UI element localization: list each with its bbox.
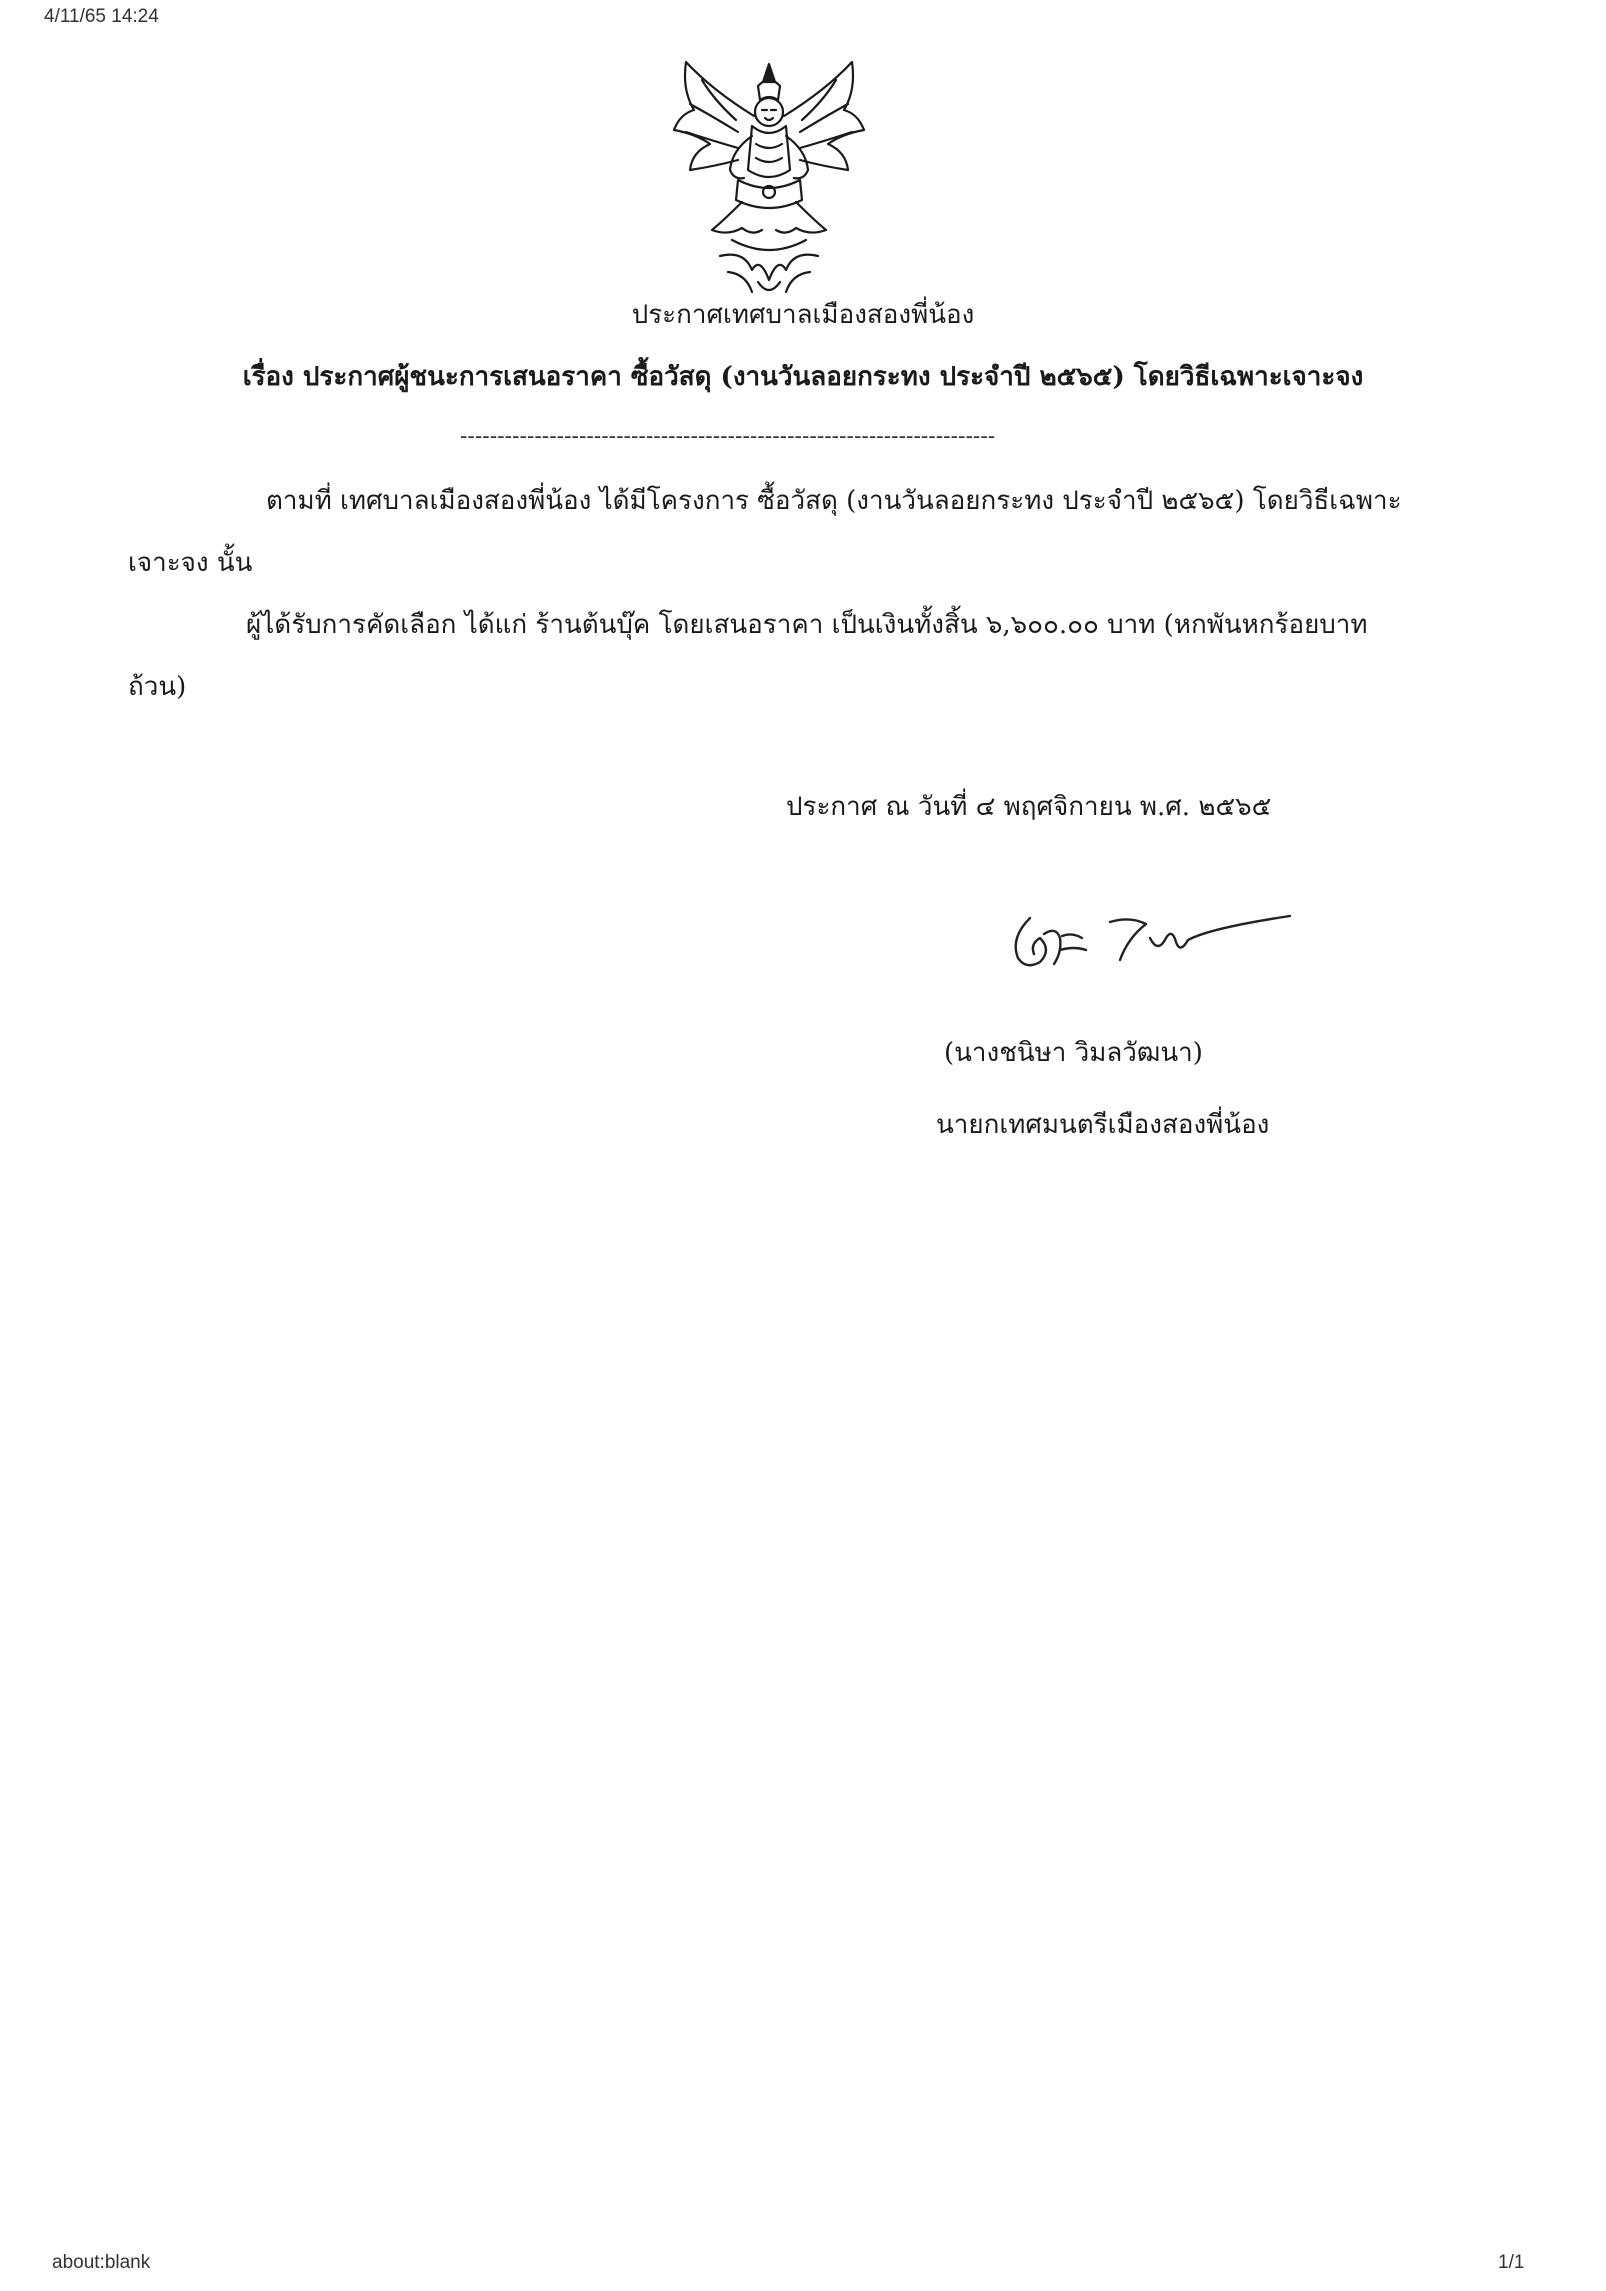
paragraph-2-line-1: ผู้ได้รับการคัดเลือก ได้แก่ ร้านต้นบุ๊ค โดยเสนอราคา เป็นเงินทั้งสิ้น ๖,๖๐๐.๐๐ บาท (หกพันหกร้อยบาท [246,610,1368,640]
print-url: about:blank [52,2252,151,2273]
handwritten-signature [1000,898,1300,988]
signer-name: (นางชนิษา วิมลวัฒนา) [944,1038,1203,1068]
print-page-number: 1/1 [1498,2252,1525,2273]
announce-date: ประกาศ ณ วันที่ ๔ พฤศจิกายน พ.ศ. ๒๕๖๕ [786,792,1272,822]
separator-line: ------------------------------------------------------------------------ [460,424,996,449]
paragraph-1-line-1: ตามที่ เทศบาลเมืองสองพี่น้อง ได้มีโครงการ ซื้อวัสดุ (งานวันลอยกระทง ประจำปี ๒๕๖๕) โดยวิธีเฉพาะ [266,486,1402,516]
paragraph-1-line-2: เจาะจง นั้น [128,548,253,578]
paragraph-2-line-2: ถ้วน) [128,672,187,702]
garuda-emblem-icon [672,60,866,300]
print-datetime: 4/11/65 14:24 [44,6,159,27]
signer-position: นายกเทศมนตรีเมืองสองพี่น้อง [936,1110,1270,1140]
document-subject: เรื่อง ประกาศผู้ชนะการเสนอราคา ซื้อวัสดุ (งานวันลอยกระทง ประจำปี ๒๕๖๕) โดยวิธีเฉพาะเจาะจง [242,362,1364,392]
document-issuer: ประกาศเทศบาลเมืองสองพี่น้อง [631,300,975,330]
